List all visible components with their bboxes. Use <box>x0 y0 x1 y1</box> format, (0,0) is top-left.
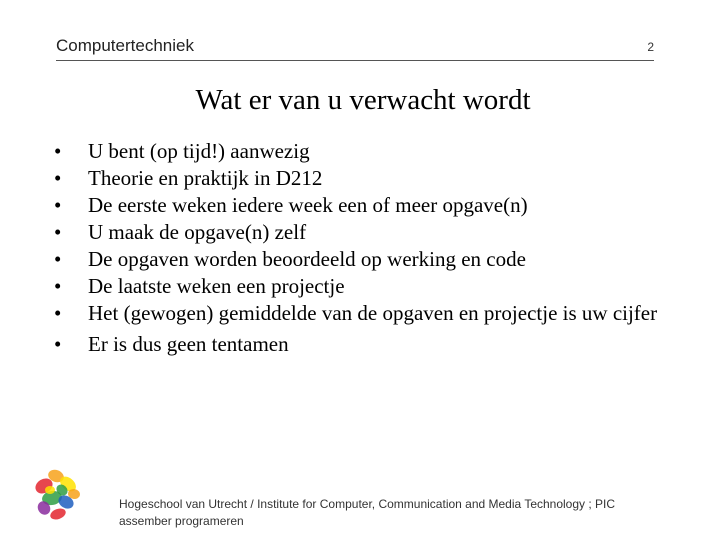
header-title: Computertechniek <box>56 36 194 55</box>
bullet-text: Het (gewogen) gemiddelde van de opgaven en projectje is uw cijfer <box>88 301 658 325</box>
bullet-dot: • <box>54 220 62 244</box>
bullet-dot: • <box>54 193 62 217</box>
bullet-text: De laatste weken een projectje <box>88 274 345 298</box>
bullet-text: Theorie en praktijk in D212 <box>88 166 323 190</box>
logo-blob <box>45 486 55 494</box>
header-rule <box>56 60 654 61</box>
bullet-item <box>54 273 664 300</box>
bullet-text: De eerste weken iedere week een of meer opgave(n) <box>88 193 528 217</box>
bullet-list <box>54 138 664 358</box>
slide-title: Wat er van u verwacht wordt <box>195 84 531 116</box>
bullet-item <box>54 192 664 219</box>
bullet-item <box>54 219 664 246</box>
bullet-item <box>54 138 664 165</box>
page-number: 2 <box>647 40 654 54</box>
bullet-text: Er is dus geen tentamen <box>88 332 289 356</box>
bullet-dot: • <box>54 274 62 298</box>
bullet-item <box>54 331 664 358</box>
bullet-dot: • <box>54 139 62 163</box>
logo <box>30 464 100 524</box>
bullet-text: U maak de opgave(n) zelf <box>88 220 307 244</box>
bullet-text: U bent (op tijd!) aanwezig <box>88 139 310 163</box>
bullet-item <box>54 300 664 327</box>
logo-blob <box>49 507 67 522</box>
bullet-text: De opgaven worden beoordeeld op werking en code <box>88 247 526 271</box>
school-logo-icon <box>30 464 100 524</box>
bullet-dot: • <box>54 247 62 271</box>
bullet-dot: • <box>54 332 62 356</box>
footer-text: Hogeschool van Utrecht / Institute for Computer, Communication and Media Technology ; PIC assember programeren <box>119 497 616 528</box>
bullet-dot: • <box>54 166 62 190</box>
bullet-item <box>54 165 664 192</box>
bullet-item <box>54 246 664 273</box>
bullet-dot: • <box>54 301 62 325</box>
